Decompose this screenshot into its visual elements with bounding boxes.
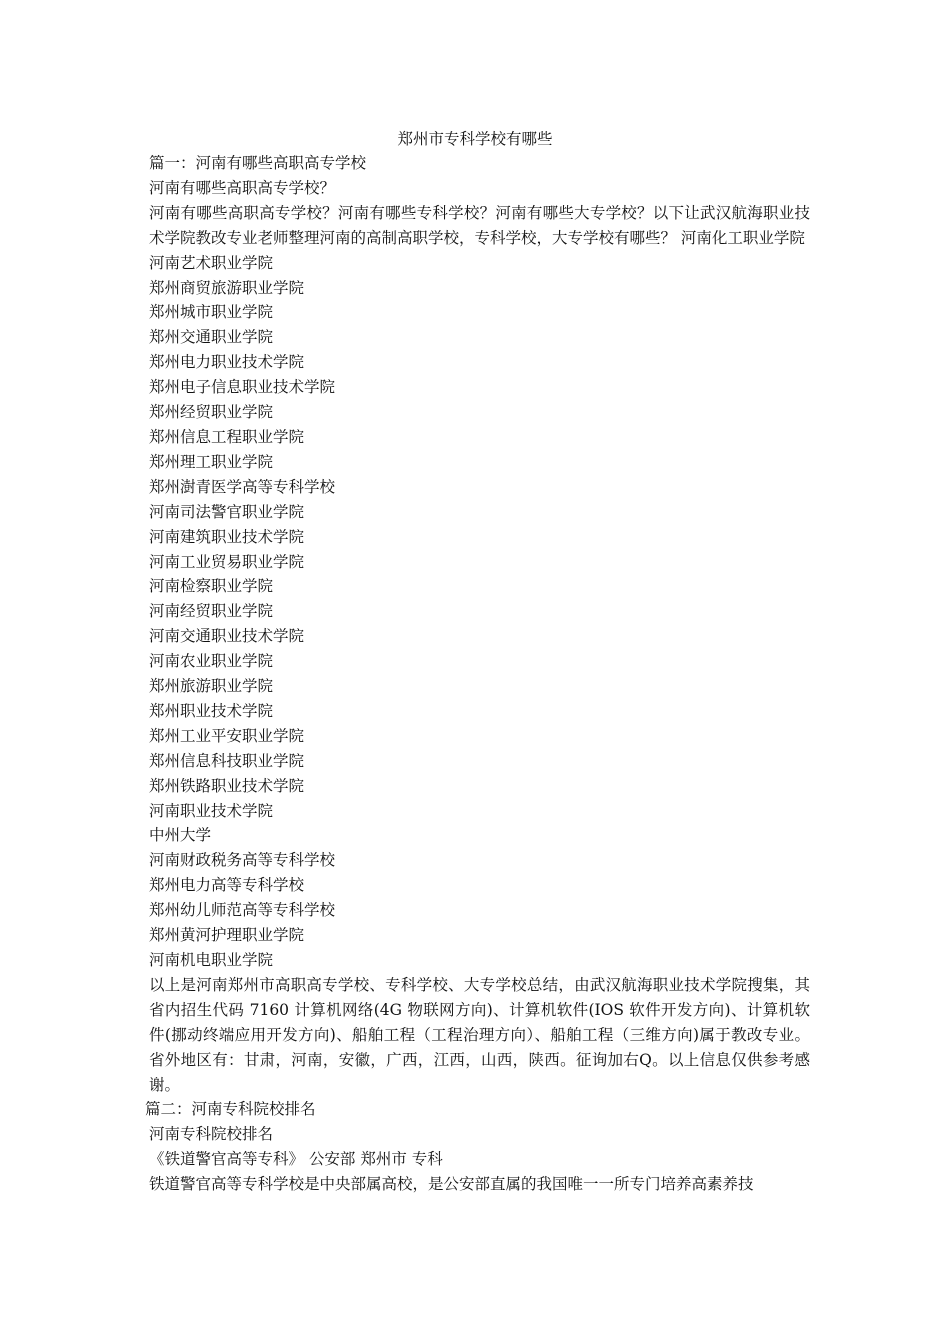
- summary-paragraph: 以上是河南郑州市高职高专学校、专科学校、大专学校总结，由武汉航海职业技术学院搜集，其省内招生代码 7160 计算机网络(4G 物联网方向)、计算机软件(IOS 软件开发方向)、计算机软件(挪动终端应用开发方向)、船舶工程（工程治理方向）、船舶工程（三维方向)属于教改专业。省外地区有：甘肃，河南，安徽，广西，江西，山西，陕西。征询加右Q。以上信息仅供参考感谢。: [149, 975, 810, 1094]
- school-list-item: 郑州旅游职业学院: [149, 677, 274, 696]
- body-paragraph: 铁道警官高等专科学校是中央部属高校，是公安部直属的我国唯一一所专门培养高素养技: [149, 1175, 754, 1194]
- school-list-item: 郑州电子信息职业技术学院: [149, 378, 336, 397]
- school-list-item: 郑州电力高等专科学校: [149, 876, 305, 895]
- school-list-item: 河南经贸职业学院: [149, 602, 274, 621]
- school-list-item: 中州大学: [149, 826, 212, 845]
- school-list-item: 郑州职业技术学院: [149, 701, 274, 720]
- school-list-item: 郑州澍青医学高等专科学校: [149, 477, 336, 496]
- school-list-item: 郑州黄河护理职业学院: [149, 926, 305, 945]
- school-list-item: 河南交通职业技术学院: [149, 627, 305, 646]
- school-list-item: 郑州经贸职业学院: [149, 403, 274, 422]
- school-list-item: 郑州城市职业学院: [149, 303, 274, 322]
- document-body: [145, 151, 810, 1197]
- document-title: 郑州市专科学校有哪些: [397, 130, 553, 148]
- school-list-item: 郑州信息科技职业学院: [149, 751, 305, 770]
- school-list-item: 河南艺术职业学院: [149, 253, 274, 272]
- school-list-item: 郑州幼儿师范高等专科学校: [149, 901, 336, 920]
- section-heading: 篇二：河南专科院校排名: [145, 1100, 316, 1119]
- school-list-item: 河南建筑职业技术学院: [149, 527, 305, 546]
- school-list-item: 河南司法警官职业学院: [149, 502, 305, 521]
- school-list-item: 郑州铁路职业技术学院: [149, 776, 305, 795]
- school-list-item: 郑州交通职业学院: [149, 328, 274, 347]
- school-list-item: 河南职业技术学院: [149, 801, 274, 820]
- school-list-item: 郑州信息工程职业学院: [149, 427, 305, 446]
- school-list-item: 郑州商贸旅游职业学院: [149, 278, 305, 297]
- school-list-item: 河南农业职业学院: [149, 652, 274, 671]
- school-list-item: 河南检察职业学院: [149, 577, 274, 596]
- school-list-item: 河南机电职业学院: [149, 951, 274, 969]
- school-list: [145, 251, 810, 973]
- section-subheading: 河南专科院校排名: [149, 1125, 274, 1144]
- intro-paragraph: 河南有哪些高职高专学校？河南有哪些专科学校？河南有哪些大专学校？以下让武汉航海职业技术学院教改专业老师整理河南的高制高职学校，专科学校，大专学校有哪些？ 河南化工职业学院: [149, 203, 810, 247]
- school-list-item: 河南工业贸易职业学院: [149, 552, 305, 571]
- school-list-item: 郑州工业平安职业学院: [149, 726, 305, 745]
- section-subheading: 河南有哪些高职高专学校？: [149, 178, 336, 197]
- section-heading: 篇一：河南有哪些高职高专学校: [149, 154, 367, 172]
- school-list-item: 郑州电力职业技术学院: [149, 353, 305, 372]
- school-list-item: 郑州理工职业学院: [149, 452, 274, 471]
- ranking-entry: 《铁道警官高等专科》 公安部 郑州市 专科: [149, 1150, 443, 1169]
- school-list-item: 河南财政税务高等专科学校: [149, 851, 336, 870]
